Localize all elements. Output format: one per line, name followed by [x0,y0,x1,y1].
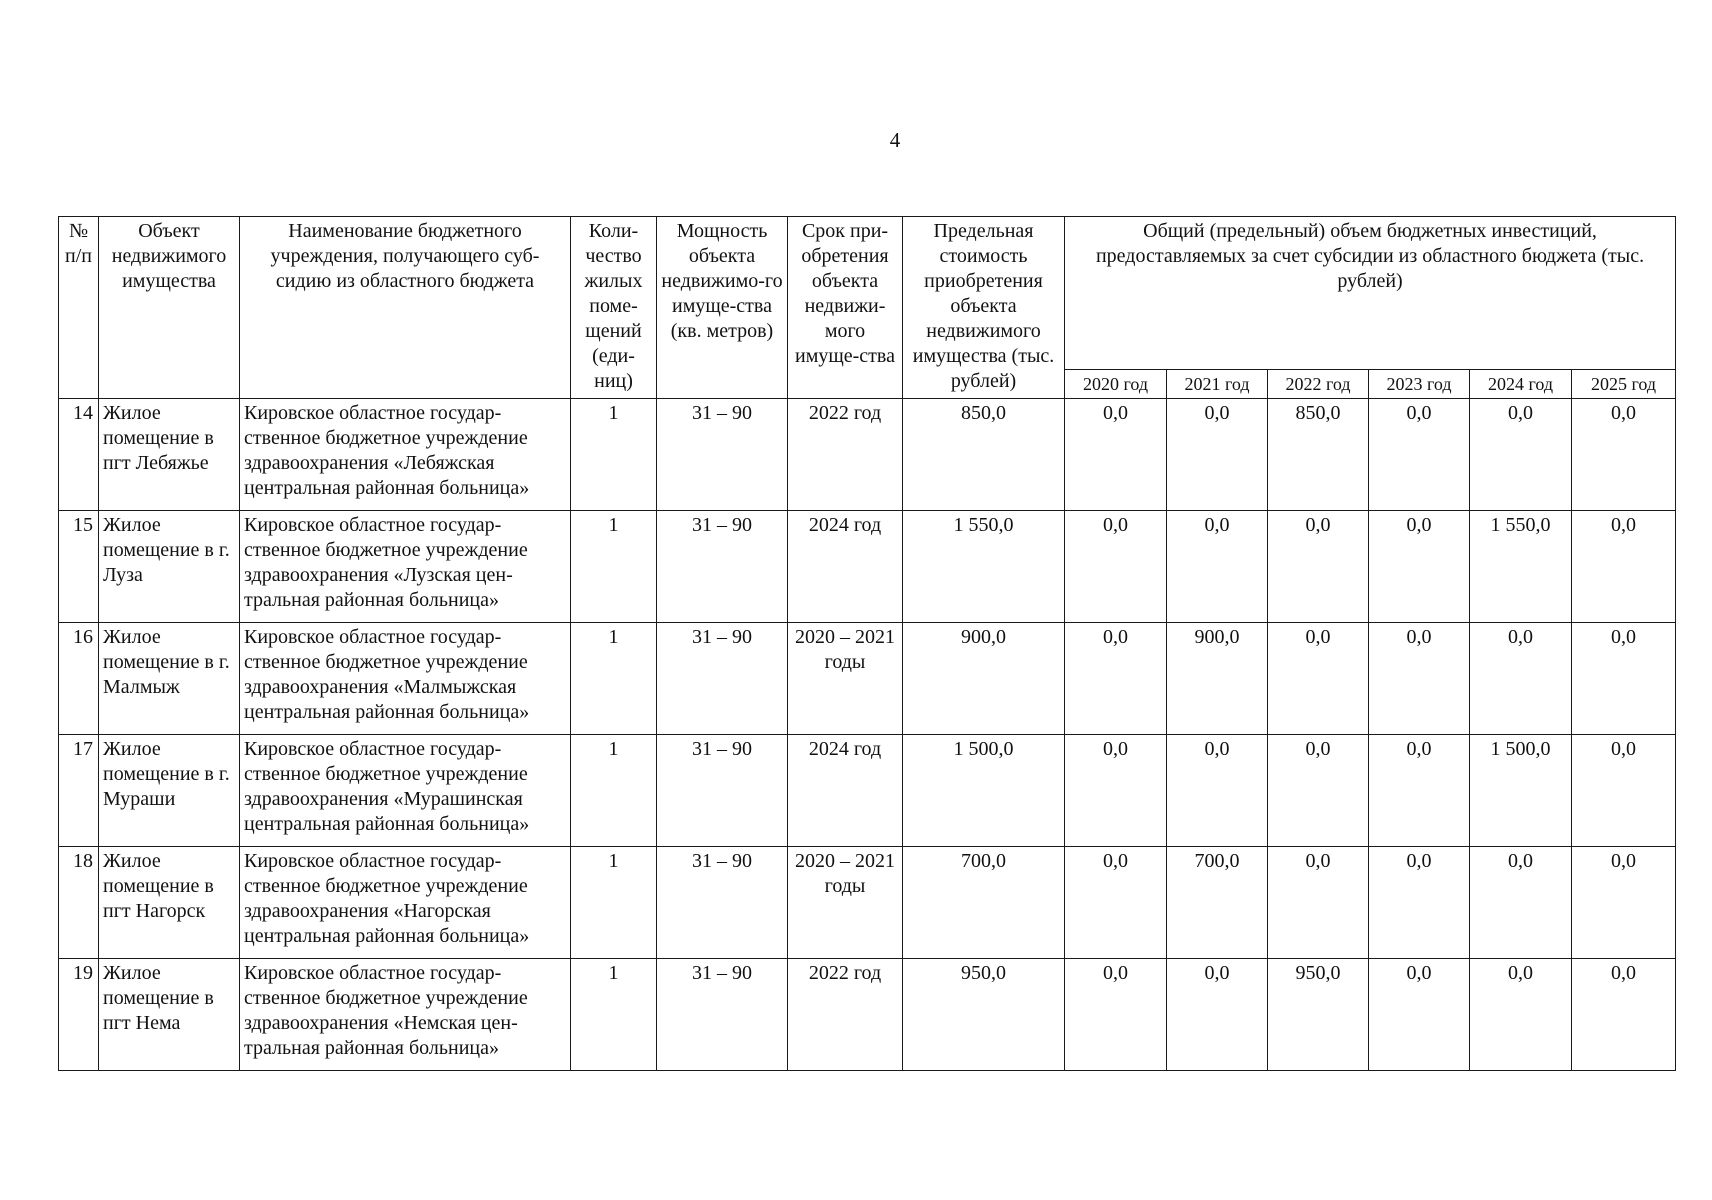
row-year-2022: 850,0 [1268,399,1369,511]
header-num: № п/п [59,217,99,399]
row-year-2023: 0,0 [1369,511,1470,623]
row-year-2023: 0,0 [1369,735,1470,847]
row-cost: 1 550,0 [903,511,1065,623]
row-year-2022: 0,0 [1268,847,1369,959]
row-year-2025: 0,0 [1572,735,1676,847]
row-capacity: 31 – 90 [657,959,788,1071]
row-cost: 950,0 [903,959,1065,1071]
header-year-2022: 2022 год [1268,370,1369,399]
row-object: Жилое помещение в г. Малмыж [99,623,240,735]
row-capacity: 31 – 90 [657,623,788,735]
row-count: 1 [571,399,657,511]
row-year-2025: 0,0 [1572,623,1676,735]
table-row [59,623,1676,735]
header-object: Объект недвижимого имущества [99,217,240,399]
row-term: 2024 год [788,511,903,623]
header-year-2025: 2025 год [1572,370,1676,399]
row-institution: Кировское областное государ-ственное бюджетное учреждение здравоохранения «Мурашинская центральная районная больница» [240,735,571,847]
row-year-2022: 950,0 [1268,959,1369,1071]
table-row [59,959,1676,1071]
row-count: 1 [571,847,657,959]
row-object: Жилое помещение в пгт Нема [99,959,240,1071]
row-capacity: 31 – 90 [657,511,788,623]
row-year-2020: 0,0 [1065,399,1167,511]
row-term: 2022 год [788,959,903,1071]
table-header [59,217,1676,399]
row-institution: Кировское областное государ-ственное бюджетное учреждение здравоохранения «Лузская цен-тральная районная больница» [240,511,571,623]
row-count: 1 [571,511,657,623]
row-year-2025: 0,0 [1572,959,1676,1071]
row-year-2022: 0,0 [1268,623,1369,735]
row-object: Жилое помещение в пгт Нагорск [99,847,240,959]
row-year-2020: 0,0 [1065,623,1167,735]
table-row [59,399,1676,511]
row-institution: Кировское областное государ-ственное бюджетное учреждение здравоохранения «Немская цен-тральная районная больница» [240,959,571,1071]
row-object: Жилое помещение в пгт Лебяжье [99,399,240,511]
row-year-2024: 0,0 [1470,847,1572,959]
row-term: 2020 – 2021 годы [788,623,903,735]
row-year-2021: 900,0 [1167,623,1268,735]
row-number: 15 [59,511,99,623]
row-capacity: 31 – 90 [657,735,788,847]
row-year-2020: 0,0 [1065,959,1167,1071]
row-year-2025: 0,0 [1572,847,1676,959]
header-year-2020: 2020 год [1065,370,1167,399]
table-row [59,511,1676,623]
row-year-2021: 0,0 [1167,959,1268,1071]
row-institution: Кировское областное государ-ственное бюджетное учреждение здравоохранения «Нагорская центральная районная больница» [240,847,571,959]
row-institution: Кировское областное государ-ственное бюджетное учреждение здравоохранения «Малмыжская центральная районная больница» [240,623,571,735]
row-count: 1 [571,959,657,1071]
header-year-2021: 2021 год [1167,370,1268,399]
row-number: 16 [59,623,99,735]
row-year-2020: 0,0 [1065,511,1167,623]
row-year-2025: 0,0 [1572,511,1676,623]
row-year-2023: 0,0 [1369,847,1470,959]
row-year-2022: 0,0 [1268,735,1369,847]
header-institution: Наименование бюджетного учреждения, получающего суб-сидию из областного бюджета [240,217,571,399]
row-year-2021: 0,0 [1167,735,1268,847]
header-count: Коли-чество жилых поме-щений (еди-ниц) [571,217,657,399]
header-investments: Общий (предельный) объем бюджетных инвестиций, предоставляемых за счет субсидии из областного бюджета (тыс. рублей) [1065,217,1676,370]
row-year-2023: 0,0 [1369,623,1470,735]
row-year-2024: 0,0 [1470,399,1572,511]
row-year-2020: 0,0 [1065,847,1167,959]
row-year-2021: 700,0 [1167,847,1268,959]
row-count: 1 [571,623,657,735]
header-row-main [59,217,1676,370]
row-number: 18 [59,847,99,959]
investment-table [58,216,1676,1071]
row-term: 2024 год [788,735,903,847]
row-year-2024: 1 500,0 [1470,735,1572,847]
row-number: 17 [59,735,99,847]
page-number: 4 [889,128,901,152]
row-year-2024: 1 550,0 [1470,511,1572,623]
row-year-2025: 0,0 [1572,399,1676,511]
row-cost: 900,0 [903,623,1065,735]
table-body [59,399,1676,1071]
row-capacity: 31 – 90 [657,399,788,511]
table-row [59,735,1676,847]
row-year-2024: 0,0 [1470,959,1572,1071]
row-capacity: 31 – 90 [657,847,788,959]
row-number: 14 [59,399,99,511]
row-count: 1 [571,735,657,847]
row-year-2023: 0,0 [1369,399,1470,511]
header-cost: Предельная стоимость приобретения объекта недвижимого имущества (тыс. рублей) [903,217,1065,399]
row-number: 19 [59,959,99,1071]
row-cost: 1 500,0 [903,735,1065,847]
header-term: Срок при-обретения объекта недвижи-мого имуще-ства [788,217,903,399]
header-year-2024: 2024 год [1470,370,1572,399]
row-year-2020: 0,0 [1065,735,1167,847]
row-cost: 850,0 [903,399,1065,511]
row-year-2022: 0,0 [1268,511,1369,623]
row-year-2021: 0,0 [1167,511,1268,623]
investment-table-container [58,216,1674,1071]
row-year-2021: 0,0 [1167,399,1268,511]
row-term: 2020 – 2021 годы [788,847,903,959]
row-term: 2022 год [788,399,903,511]
row-institution: Кировское областное государ-ственное бюджетное учреждение здравоохранения «Лебяжская центральная районная больница» [240,399,571,511]
row-object: Жилое помещение в г. Мураши [99,735,240,847]
row-cost: 700,0 [903,847,1065,959]
row-year-2023: 0,0 [1369,959,1470,1071]
row-year-2024: 0,0 [1470,623,1572,735]
header-year-2023: 2023 год [1369,370,1470,399]
row-object: Жилое помещение в г. Луза [99,511,240,623]
header-capacity: Мощность объекта недвижимо-го имуще-ства (кв. метров) [657,217,788,399]
table-row [59,847,1676,959]
